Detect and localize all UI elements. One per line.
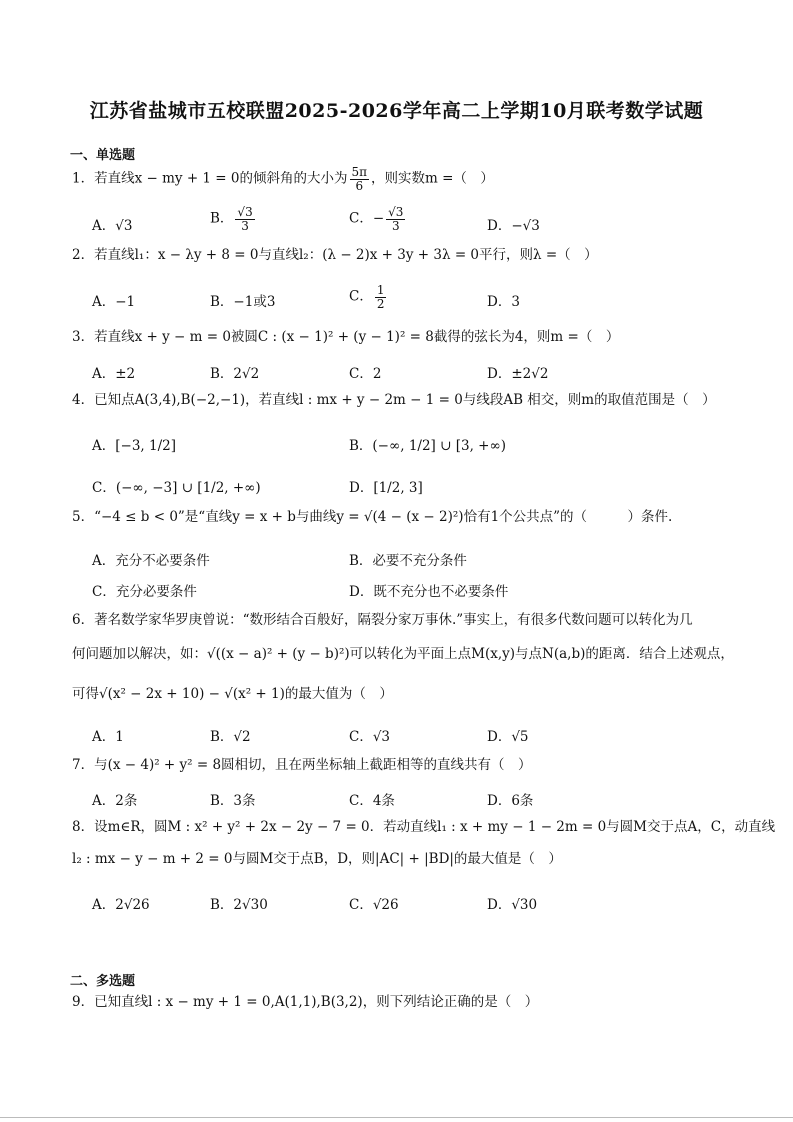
q7-option-d: D．6条 xyxy=(487,793,534,809)
page-title: 江苏省盐城市五校联盟2025-2026学年高二上学期10月联考数学试题 xyxy=(89,100,704,122)
q7-option-a: A．2条 xyxy=(92,793,138,809)
fraction-numerator: 1 xyxy=(376,283,385,297)
question-1-stem xyxy=(72,166,494,192)
section-multiple-choice: 二、多选题 xyxy=(70,974,136,989)
question-5-stem: 5．“−4 ≤ b < 0”是“直线y = x + b与曲线y = √(4 − (x − 2)²)恰有1个公共点”的（ ）条件. xyxy=(72,509,673,525)
q5-option-b: B．必要不充分条件 xyxy=(349,553,467,569)
q7-option-c: C．4条 xyxy=(349,793,395,809)
question-8-line-2: l₂ : mx − y − m + 2 = 0与圆M交于点B，D，则|AC| + |BD|的最大值是（ ） xyxy=(72,851,562,867)
question-7-stem: 7．与(x − 4)² + y² = 8圆相切，且在两坐标轴上截距相等的直线共有（ ） xyxy=(72,757,532,773)
q8-option-a: A．2√26 xyxy=(92,897,150,913)
q8-option-d: D．√30 xyxy=(487,897,538,913)
q3-option-d: D．±2√2 xyxy=(487,366,549,382)
q5-option-a: A．充分不必要条件 xyxy=(92,553,210,569)
q3-option-b: B．2√2 xyxy=(210,366,260,382)
q2-option-b: B．−1或3 xyxy=(210,294,276,310)
fraction-denominator: 3 xyxy=(391,218,400,233)
question-3-stem: 3．若直线x + y − m = 0被圆C : (x − 1)² + (y − 1)² = 8截得的弦长为4，则m =（ ） xyxy=(72,329,620,345)
question-1-text: 1．若直线x − my + 1 = 0的倾斜角的大小为 xyxy=(72,170,348,187)
option-label: C．− xyxy=(349,210,385,227)
q3-option-c: C．2 xyxy=(349,366,382,382)
fraction-denominator: 2 xyxy=(376,296,385,311)
q4-option-b: B．(−∞, 1/2] ∪ [3, +∞) xyxy=(349,438,506,454)
fraction-denominator: 6 xyxy=(355,178,364,193)
q4-option-c: C．(−∞, −3] ∪ [1/2, +∞) xyxy=(92,480,261,496)
question-6-line-2: 何问题加以解决，如：√((x − a)² + (y − b)²)可以转化为平面上点M(x,y)与点N(a,b)的距离．结合上述观点， xyxy=(72,646,734,662)
page-bottom-divider xyxy=(0,1117,793,1118)
q3-option-a: A．±2 xyxy=(92,366,136,382)
q2-option-d: D．3 xyxy=(487,294,520,310)
option-label: C． xyxy=(349,288,373,305)
q1-option-b xyxy=(210,206,257,232)
question-6-line-3: 可得√(x² − 2x + 10) − √(x² + 1)的最大值为（ ） xyxy=(72,686,393,702)
q8-option-b: B．2√30 xyxy=(210,897,268,913)
q2-option-a: A．−1 xyxy=(92,294,136,310)
fraction-numerator: √3 xyxy=(237,205,253,219)
question-1-tail: ，则实数m =（ ） xyxy=(371,170,494,187)
question-6-line-1: 6．著名数学家华罗庚曾说：“数形结合百般好，隔裂分家万事休.”事实上，有很多代数问题可以转化为几 xyxy=(72,612,693,628)
question-9-stem: 9．已知直线l : x − my + 1 = 0,A(1,1),B(3,2)，则下列结论正确的是（ ） xyxy=(72,994,539,1010)
question-4-stem: 4．已知点A(3,4),B(−2,−1)，若直线l : mx + y − 2m − 1 = 0与线段AB 相交，则m的取值范围是（ ） xyxy=(72,392,716,408)
q5-option-d: D．既不充分也不必要条件 xyxy=(349,584,509,600)
option-label: B． xyxy=(210,210,234,227)
q2-option-c xyxy=(349,284,388,310)
fraction-numerator: √3 xyxy=(388,205,404,219)
fraction-denominator: 3 xyxy=(241,218,249,233)
q6-option-d: D．√5 xyxy=(487,729,529,745)
q6-option-c: C．√3 xyxy=(349,729,391,745)
q1-option-d: D．−√3 xyxy=(487,218,540,234)
q8-option-c: C．√26 xyxy=(349,897,399,913)
q5-option-c: C．充分必要条件 xyxy=(92,584,197,600)
section-single-choice: 一、单选题 xyxy=(70,148,136,163)
question-1-angle-fraction xyxy=(350,166,370,192)
q6-option-a: A．1 xyxy=(92,729,124,745)
fraction-numerator: 5π xyxy=(351,165,368,179)
question-2-stem: 2．若直线l₁：x − λy + 8 = 0与直线l₂：(λ − 2)x + 3y + 3λ = 0平行，则λ =（ ） xyxy=(72,247,598,263)
q7-option-b: B．3条 xyxy=(210,793,256,809)
q6-option-b: B．√2 xyxy=(210,729,251,745)
q1-option-a: A．√3 xyxy=(92,218,133,234)
q1-option-c xyxy=(349,206,407,232)
question-8-line-1: 8．设m∈R，圆M : x² + y² + 2x − 2y − 7 = 0．若动直线l₁ : x + my − 1 − 2m = 0与圆M交于点A，C，动直线 xyxy=(72,819,776,835)
q4-option-a: A．[−3, 1/2] xyxy=(92,438,176,454)
q4-option-d: D．[1/2, 3] xyxy=(349,480,423,496)
